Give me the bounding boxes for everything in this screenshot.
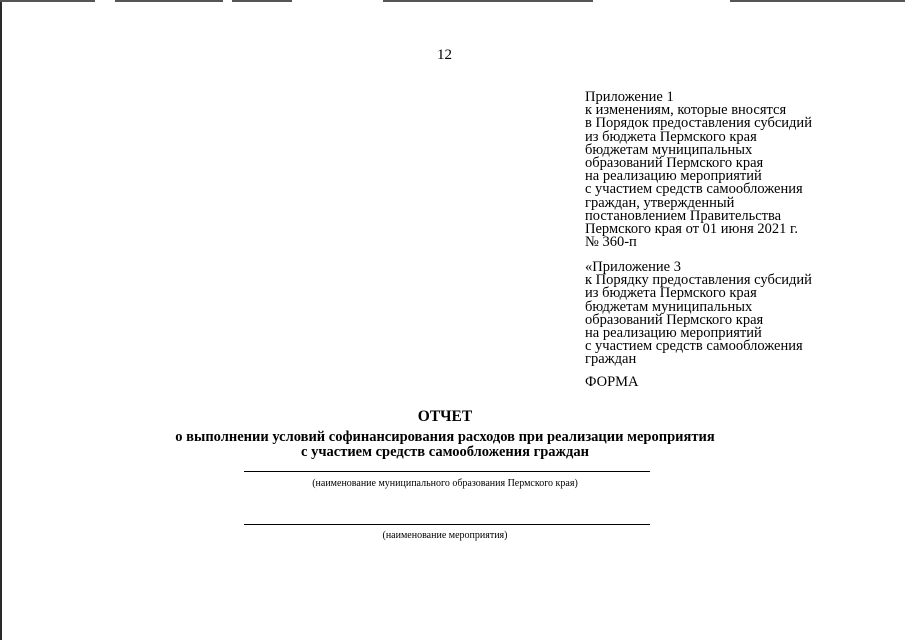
appendix-1-block [585, 91, 812, 249]
municipality-caption: (наименование муниципального образования Пермского края) [312, 478, 578, 489]
appendix-1-line: № 360-п [585, 234, 637, 251]
page-number: 12 [437, 47, 452, 63]
event-fill-line [244, 524, 650, 525]
appendix-3-line: «Приложение 3 [585, 259, 681, 275]
report-subtitle-line: о выполнении условий софинансирования расходов при реализации мероприятия [175, 429, 715, 445]
appendix-1-line: граждан, утвержденный [585, 194, 735, 211]
appendix-1-line: постановлением Правительства [585, 207, 782, 224]
scan-left-edge [0, 0, 2, 640]
appendix-1-line: Приложение 1 [585, 89, 674, 105]
scan-top-marks [0, 0, 905, 3]
appendix-3-line: образований Пермского края [585, 311, 764, 328]
appendix-3-line: на реализацию мероприятий [585, 325, 762, 342]
appendix-3-line: к Порядку предоставления субсидий [585, 272, 812, 289]
appendix-1-line: с участием средств самообложения [585, 181, 803, 198]
event-caption: (наименование мероприятия) [382, 530, 508, 541]
appendix-1-line: Пермского края от 01 июня 2021 г. [585, 221, 798, 238]
municipality-fill-line [244, 471, 650, 472]
form-label: ФОРМА [585, 374, 639, 390]
appendix-1-line: на реализацию мероприятий [585, 168, 762, 185]
report-subtitle-line: с участием средств самообложения граждан [301, 443, 589, 460]
report-title: ОТЧЕТ [417, 408, 473, 425]
report-subtitle [0, 430, 890, 459]
appendix-3-line: с участием средств самообложения [585, 338, 803, 355]
appendix-1-line: бюджетам муниципальных [585, 141, 753, 158]
appendix-3-block [585, 261, 812, 367]
appendix-3-line: из бюджета Пермского края [585, 285, 757, 302]
appendix-1-line: к изменениям, которые вносятся [585, 102, 787, 119]
appendix-1-line: в Порядок предоставления субсидий [585, 115, 812, 132]
appendix-3-line: бюджетам муниципальных [585, 298, 753, 315]
appendix-1-line: образований Пермского края [585, 155, 764, 172]
appendix-1-line: из бюджета Пермского края [585, 128, 757, 145]
appendix-3-line: граждан [585, 351, 637, 368]
